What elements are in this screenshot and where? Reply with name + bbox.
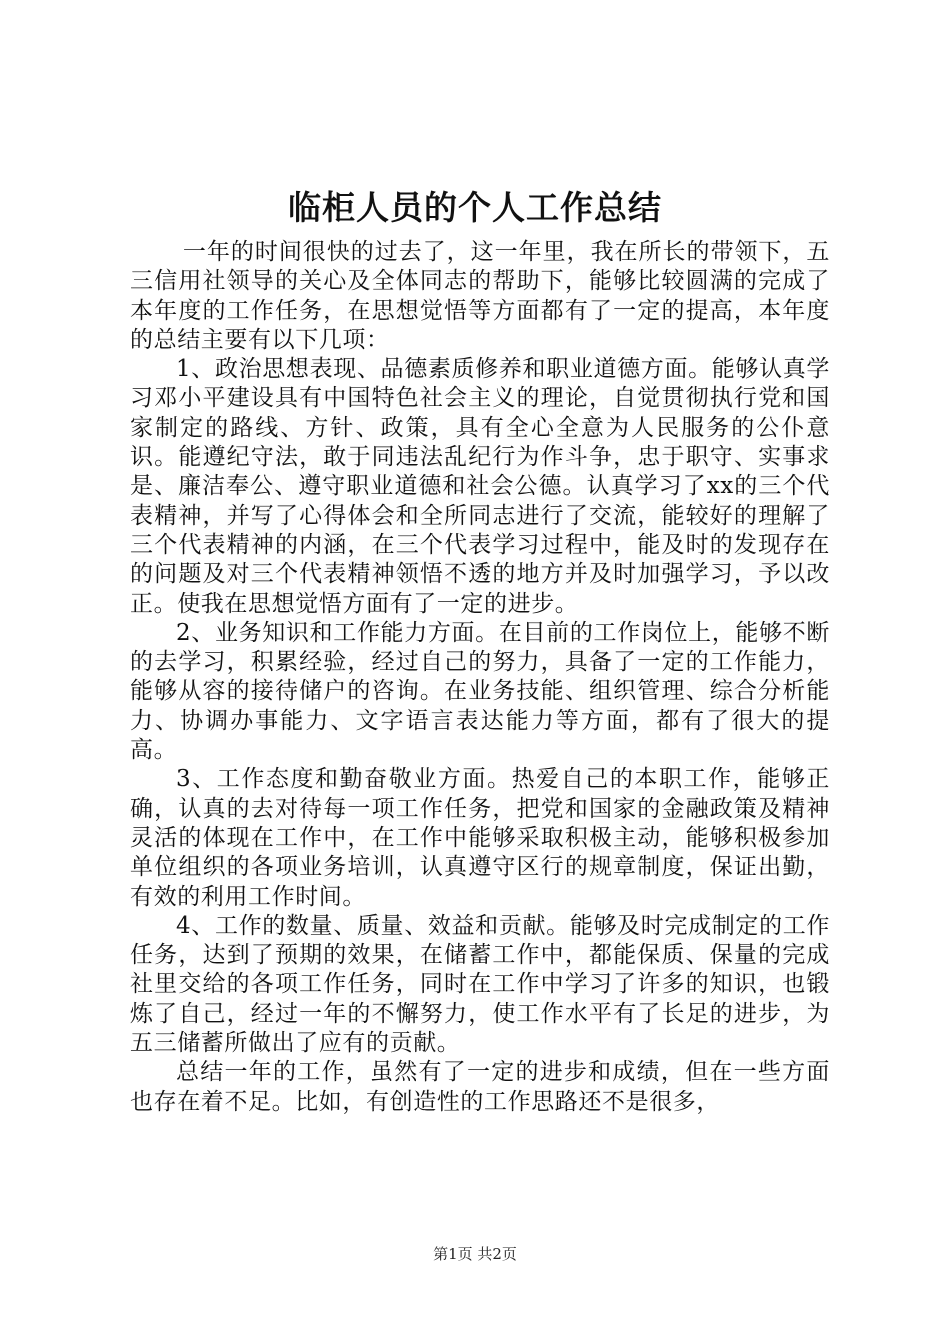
document-title: 临柜人员的个人工作总结: [288, 188, 662, 227]
paragraph-work-attitude: 3、工作态度和勤奋敬业方面。热爱自己的本职工作，能够正确，认真的去对待每一项工作任务，把党和国家的金融政策及精神灵活的体现在工作中，在工作中能够采取积极主动，能够积极参加单位组织的各项业务培训，认真遵守区行的规章制度，保证出勤，有效的利用工作时间。: [130, 766, 830, 910]
paragraph-intro: 一年的时间很快的过去了，这一年里，我在所长的带领下，五三信用社领导的关心及全体同志的帮助下，能够比较圆满的完成了本年度的工作任务，在思想觉悟等方面都有了一定的提高，本年度的总结主要有以下几项：: [130, 239, 830, 353]
page-number-footer: 第1页 共2页: [433, 1245, 517, 1263]
paragraph-work-ability: 2、业务知识和工作能力方面。在目前的工作岗位上，能够不断的去学习，积累经验，经过自己的努力，具备了一定的工作能力，能够从容的接待储户的咨询。在业务技能、组织管理、综合分析能力、协调办事能力、文字语言表达能力等方面，都有了很大的提高。: [130, 619, 830, 764]
paragraph-political-conduct: 1、政治思想表现、品德素质修养和职业道德方面。能够认真学习邓小平建设具有中国特色社会主义的理论，自觉贯彻执行党和国家制定的路线、方针、政策，具有全心全意为人民服务的公仆意识。能遵纪守法，敢于同违法乱纪行为作斗争，忠于职守、实事求是、廉洁奉公、遵守职业道德和社会公德。认真学习了xx的三个代表精神，并写了心得体会和全所同志进行了交流，能较好的理解了三个代表精神的内涵，在三个代表学习过程中，能及时的发现存在的问题及对三个代表精神领悟不透的地方并及时加强学习，予以改正。使我在思想觉悟方面有了一定的进步。: [130, 356, 830, 617]
paragraph-work-results: 4、工作的数量、质量、效益和贡献。能够及时完成制定的工作任务，达到了预期的效果，在储蓄工作中，都能保质、保量的完成社里交给的各项工作任务，同时在工作中学习了许多的知识，也锻炼了自己，经过一年的不懈努力，使工作水平有了长足的进步，为五三储蓄所做出了应有的贡献。: [130, 912, 830, 1057]
paragraph-shortcomings: 总结一年的工作，虽然有了一定的进步和成绩，但在一些方面也存在着不足。比如，有创造性的工作思路还不是很多，: [130, 1059, 830, 1115]
document-body: [130, 238, 830, 1117]
